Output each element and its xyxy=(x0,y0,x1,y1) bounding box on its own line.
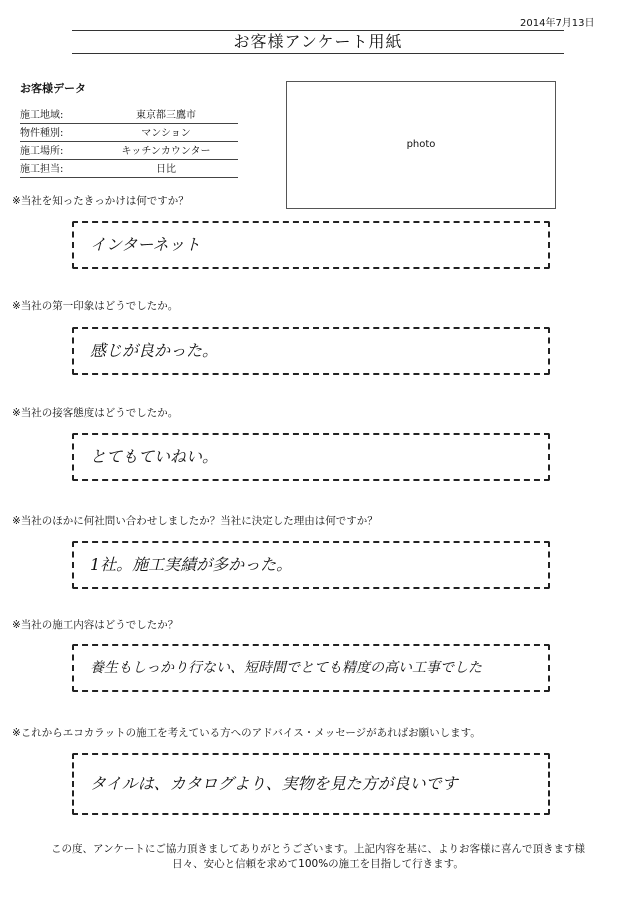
footer-message xyxy=(20,842,616,872)
info-row-area xyxy=(20,108,238,124)
info-value: マンション xyxy=(141,128,191,139)
photo-label: photo xyxy=(406,139,436,150)
footer-line-1: この度、アンケートにご協力頂きましてありがとうございます。上記内容を基に、よりお客様に喜んで頂きます様 xyxy=(50,843,586,855)
photo-placeholder xyxy=(286,81,556,209)
page-title: お客様アンケート用紙 xyxy=(72,30,564,54)
question-3: ※当社の接客態度はどうでしたか。 xyxy=(12,407,179,419)
info-label: 施工地域: xyxy=(20,110,64,121)
info-row-staff xyxy=(20,162,238,178)
customer-data-heading: お客様データ xyxy=(20,82,86,95)
info-label: 物件種別: xyxy=(20,128,64,139)
survey-date: 2014年7月13日 xyxy=(520,18,595,29)
answer-1: インターネット xyxy=(72,221,550,269)
answer-5: 養生もしっかり行ない、短時間でとても精度の高い工事でした xyxy=(72,644,550,692)
info-row-property-type xyxy=(20,126,238,142)
info-label: 施工担当: xyxy=(20,164,64,175)
question-6: ※これからエコカラットの施工を考えている方へのアドバイス・メッセージがあればお願いします。 xyxy=(12,727,481,739)
info-value: 東京都三鷹市 xyxy=(136,110,196,121)
question-1: ※当社を知ったきっかけは何ですか？ xyxy=(12,195,189,207)
info-row-location xyxy=(20,144,238,160)
question-5: ※当社の施工内容はどうでしたか？ xyxy=(12,619,179,631)
info-label: 施工場所: xyxy=(20,146,64,157)
footer-line-2: 日々、安心と信頼を求めて100%の施工を目指して行きます。 xyxy=(172,858,464,870)
answer-2: 感じが良かった。 xyxy=(72,327,550,375)
info-value: キッチンカウンター xyxy=(121,146,211,157)
answer-4: 1社。施工実績が多かった。 xyxy=(72,541,550,589)
info-value: 日比 xyxy=(156,164,176,175)
answer-6: タイルは、カタログより、実物を見た方が良いです xyxy=(72,753,550,815)
question-2: ※当社の第一印象はどうでしたか。 xyxy=(12,300,179,312)
question-4: ※当社のほかに何社問い合わせしましたか？当社に決定した理由は何ですか？ xyxy=(12,515,378,527)
answer-3: とてもていねい。 xyxy=(72,433,550,481)
